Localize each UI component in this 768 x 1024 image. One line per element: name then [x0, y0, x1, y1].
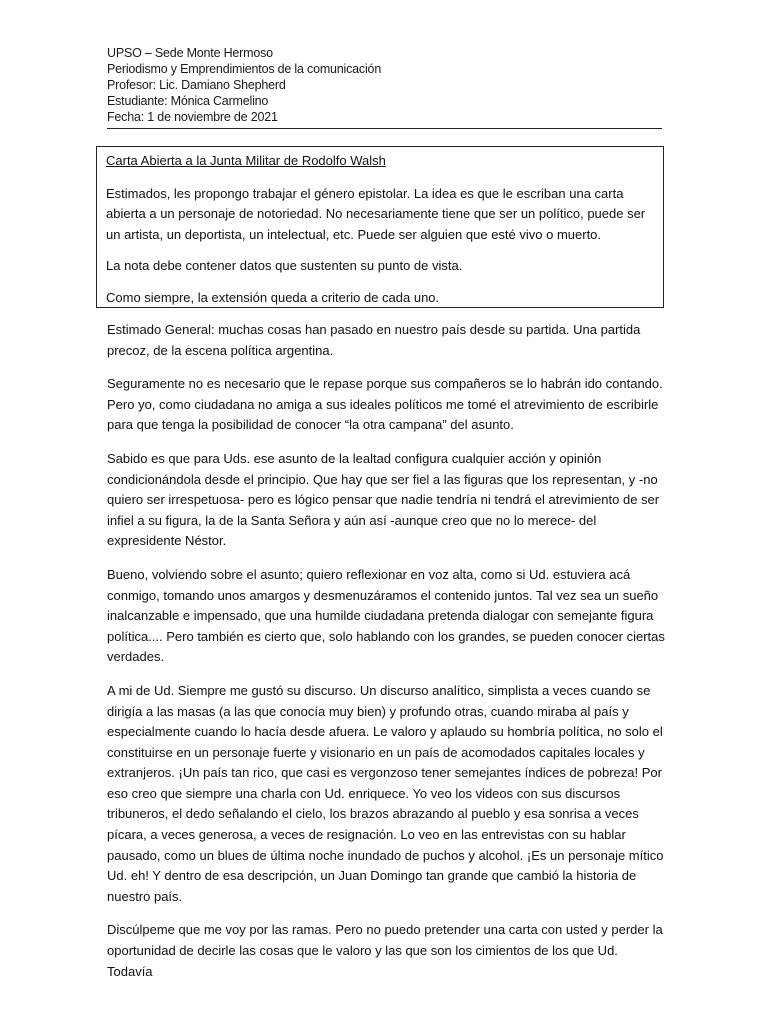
- document-header: [107, 45, 662, 125]
- letter-body: [107, 320, 665, 995]
- letter-paragraph-4: Bueno, volviendo sobre el asunto; quiero reflexionar en voz alta, como si Ud. estuviera acá conmigo, tomando unos amargos y desmenuzáramos el contenido juntos. Tal vez sea un sueño inalcanzable e impensado, que una humilde ciudadana pretenda dialogar con semejante figura política.... Pero también es cierto que, solo hablando con los grandes, se pueden conocer ciertas verdades.: [107, 566, 665, 665]
- header-institution: UPSO – Sede Monte Hermoso: [107, 46, 273, 60]
- header-professor: Profesor: Lic. Damiano Shepherd: [107, 78, 286, 92]
- assignment-title: Carta Abierta a la Junta Militar de Rodolfo Walsh: [106, 153, 386, 168]
- letter-paragraph-5: A mi de Ud. Siempre me gustó su discurso. Un discurso analítico, simplista a veces cuando se dirigía a las masas (a las que conocía muy bien) y profundo otras, cuando miraba al país y especialmente cuando lo hacía desde afuera. Le valoro y aplaudo su hombría política, no solo el constituirse en un personaje fuerte y visionario en un país de acomodados capitales locales y extranjeros. ¡Un país tan rico, que casi es vergonzoso tener semejantes índices de pobreza! Por eso creo que siempre una charla con Ud. enriquece. Yo veo los videos con sus discursos tribuneros, el dedo señalando el cielo, los brazos abrazando al pueblo y esa sonrisa a veces pícara, a veces generosa, a veces de resignación. Lo veo en las entrevistas con su hablar pausado, como un blues de última noche inundado de puchos y alcohol. ¡Es un personaje mítico Ud. eh! Y dentro de esa descripción, un Juan Domingo tan grande que cambió la historia de nuestro país.: [107, 682, 664, 904]
- header-divider: [107, 128, 662, 129]
- assignment-paragraph-1: Estimados, les propongo trabajar el género epistolar. La idea es que le escriban una carta abierta a un personaje de notoriedad. No necesariamente tiene que ser un político, puede ser un artista, un deportista, un intelectual, etc. Puede ser alguien que esté vivo o muerto.: [106, 185, 646, 242]
- header-student: Estudiante: Mónica Carmelino: [107, 94, 269, 108]
- header-course: Periodismo y Emprendimientos de la comunicación: [107, 62, 382, 76]
- assignment-box: [96, 146, 664, 308]
- header-date: Fecha: 1 de noviembre de 2021: [107, 110, 278, 124]
- letter-paragraph-1: Estimado General: muchas cosas han pasado en nuestro país desde su partida. Una partida precoz, de la escena política argentina.: [107, 322, 641, 358]
- assignment-paragraph-2: La nota debe contener datos que sustenten su punto de vista.: [106, 258, 463, 273]
- letter-paragraph-2: Seguramente no es necesario que le repase porque sus compañeros se lo habrán ido contando. Pero yo, como ciudadana no amiga a sus ideales políticos me tomé el atrevimiento de escribirle para que tenga la posibilidad de conocer “la otra campana” del asunto.: [107, 376, 663, 433]
- letter-paragraph-3: Sabido es que para Uds. ese asunto de la lealtad configura cualquier acción y opinión condicionándola desde el principio. Que hay que ser fiel a las figuras que los representan, y -no quiero ser irrespetuosa- pero es lógico pensar que nadie tendría ni tendrá el atrevimiento de ser infiel a su figura, la de la Santa Señora y aún así -aunque creo que no lo merece- del expresidente Néstor.: [107, 450, 660, 549]
- assignment-paragraph-3: Como siempre, la extensión queda a criterio de cada uno.: [106, 289, 440, 305]
- letter-paragraph-6: Discúlpeme que me voy por las ramas. Pero no puedo pretender una carta con usted y perder la oportunidad de decirle las cosas que le valoro y las que son los cimientos de los que Ud. Todavía: [107, 922, 663, 979]
